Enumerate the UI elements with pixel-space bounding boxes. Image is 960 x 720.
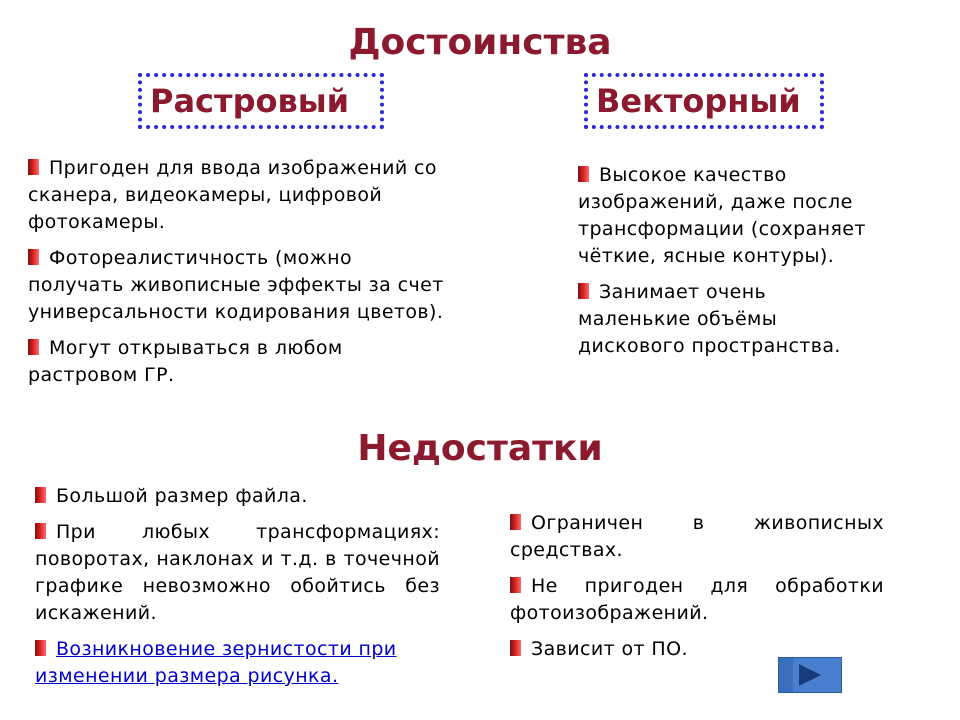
vector-advantages-list — [578, 162, 878, 369]
bullet-icon — [510, 577, 521, 593]
vector-title: Векторный — [596, 82, 801, 120]
advantages-heading: Достоинства — [348, 22, 612, 63]
raster-disadvantages-list — [35, 483, 440, 699]
bullet-icon — [578, 283, 589, 299]
list-item: Могут открываться в любом растровом ГР. — [28, 337, 343, 386]
button-shade — [779, 658, 793, 692]
bullet-icon — [28, 339, 39, 355]
grain-link[interactable]: Возникновение зернистости при изменении размера рисунка. — [35, 638, 397, 687]
raster-title-box — [138, 73, 384, 129]
raster-advantages-list — [28, 155, 453, 398]
vector-disadvantages-list — [510, 510, 884, 672]
bullet-icon — [578, 166, 589, 182]
bullet-icon — [35, 487, 46, 503]
list-item: Не пригоден для обработки фотоизображений. — [510, 575, 884, 624]
list-item: Зависит от ПО. — [510, 636, 884, 663]
list-item — [35, 636, 440, 690]
next-slide-button[interactable] — [778, 657, 842, 693]
bullet-icon — [35, 523, 46, 539]
disadvantages-heading: Недостатки — [357, 428, 603, 469]
bullet-icon — [28, 159, 39, 175]
bullet-icon — [28, 249, 39, 265]
list-item: Высокое качество изображений, даже после трансформации (сохраняет чёткие, ясные контуры). — [578, 164, 866, 267]
list-item: Ограничен в живописных средствах. — [510, 512, 884, 561]
list-item: Большой размер файла. — [35, 483, 440, 510]
list-item: Занимает очень маленькие объёмы дискового пространства. — [578, 281, 841, 357]
bullet-icon — [35, 640, 46, 656]
list-item: Фотореалистичность (можно получать живописные эффекты за счет универсальности кодирования цветов). — [28, 247, 444, 323]
bullet-icon — [510, 514, 521, 530]
vector-title-box — [584, 73, 824, 129]
raster-title: Растровый — [150, 82, 350, 120]
next-arrow-icon — [799, 664, 821, 686]
bullet-icon — [510, 640, 521, 656]
list-item: Пригоден для ввода изображений со сканера, видеокамеры, цифровой фотокамеры. — [28, 157, 437, 233]
list-item: При любых трансформациях: поворотах, наклонах и т.д. в точечной графике невозможно обойтись без искажений. — [35, 521, 440, 624]
